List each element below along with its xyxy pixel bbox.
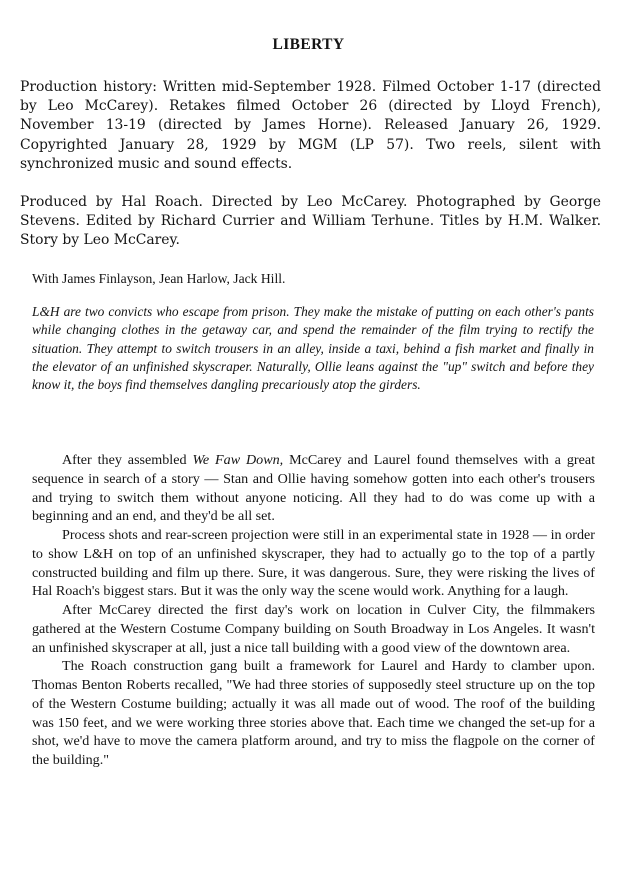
body-paragraph-2: Process shots and rear-screen projection were still in an experimental state in 1928 — in order to show L&H on top of an unfinished skyscraper, they had to actually go to the top of a partly constructed building and film up there. Sure, it was dangerous. Sure, they were risking the lives of Hal Roach's biggest stars. But it was the only way the scene would work. Anything for a laugh. xyxy=(32,527,595,600)
credits: Produced by Hal Roach. Directed by Leo McCarey. Photographed by George Stevens. Edited by Richard Currier and William Terhune. Titles by H.M. Walker. Story by Leo McCarey. xyxy=(20,194,601,249)
paragraph-1-rest: McCarey and Laurel found themselves with a great sequence in search of a story — Stan and Ollie having somehow gotten into each other's trousers and trying to switch them without anyone noticing. All they had to do was come up with a beginning and an end, and they'd be all set. xyxy=(32,452,595,525)
body-paragraph-1 xyxy=(32,451,595,526)
production-history: Production history: Written mid-September 1928. Filmed October 1-17 (directed by Leo McCarey). Retakes filmed October 26 (directed by Lloyd French), November 13-19 (directed by James Horne). Released January 26, 1929. Copyrighted January 28, 1929 by MGM (LP 57). Two reels, silent with synchronized music and sound effects. xyxy=(20,79,601,172)
body-text xyxy=(32,451,595,770)
body-paragraph-3: After McCarey directed the first day's work on location in Culver City, the filmmakers gathered at the Western Costume Company building on South Broadway in Los Angeles. It wasn't an unfinished skyscraper at all, just a nice tall building with a good view of the downtown area. xyxy=(32,602,595,656)
synopsis: L&H are two convicts who escape from prison. They make the mistake of putting on each other's pants while changing clothes in the getaway car, and spend the remainder of the film trying to rectify the situation. They attempt to switch trousers in an alley, inside a taxi, behind a fish market and finally in the elevator of an unfinished skyscraper. Naturally, Ollie leans against the "up" switch and before they know it, the boys find themselves dangling precariously atop the girders. xyxy=(32,304,594,393)
cast-list: With James Finlayson, Jean Harlow, Jack Hill. xyxy=(32,271,286,286)
body-paragraph-4: The Roach construction gang built a framework for Laurel and Hardy to clamber upon. Thomas Benton Roberts recalled, "We had three stories of supposedly steel structure up on the top of the Western Costume building; actually it was all made out of wood. The roof of the building was 150 feet, and we were working three stories above that. Each time we changed the set-up for a shot, we'd have to move the camera platform around, and try to miss the flagpole on the corner of the building." xyxy=(32,658,595,768)
film-title-we-faw-down: We Faw Down, xyxy=(192,452,284,468)
page-title: LIBERTY xyxy=(272,36,345,53)
paragraph-1-start: After they assembled xyxy=(62,452,193,468)
